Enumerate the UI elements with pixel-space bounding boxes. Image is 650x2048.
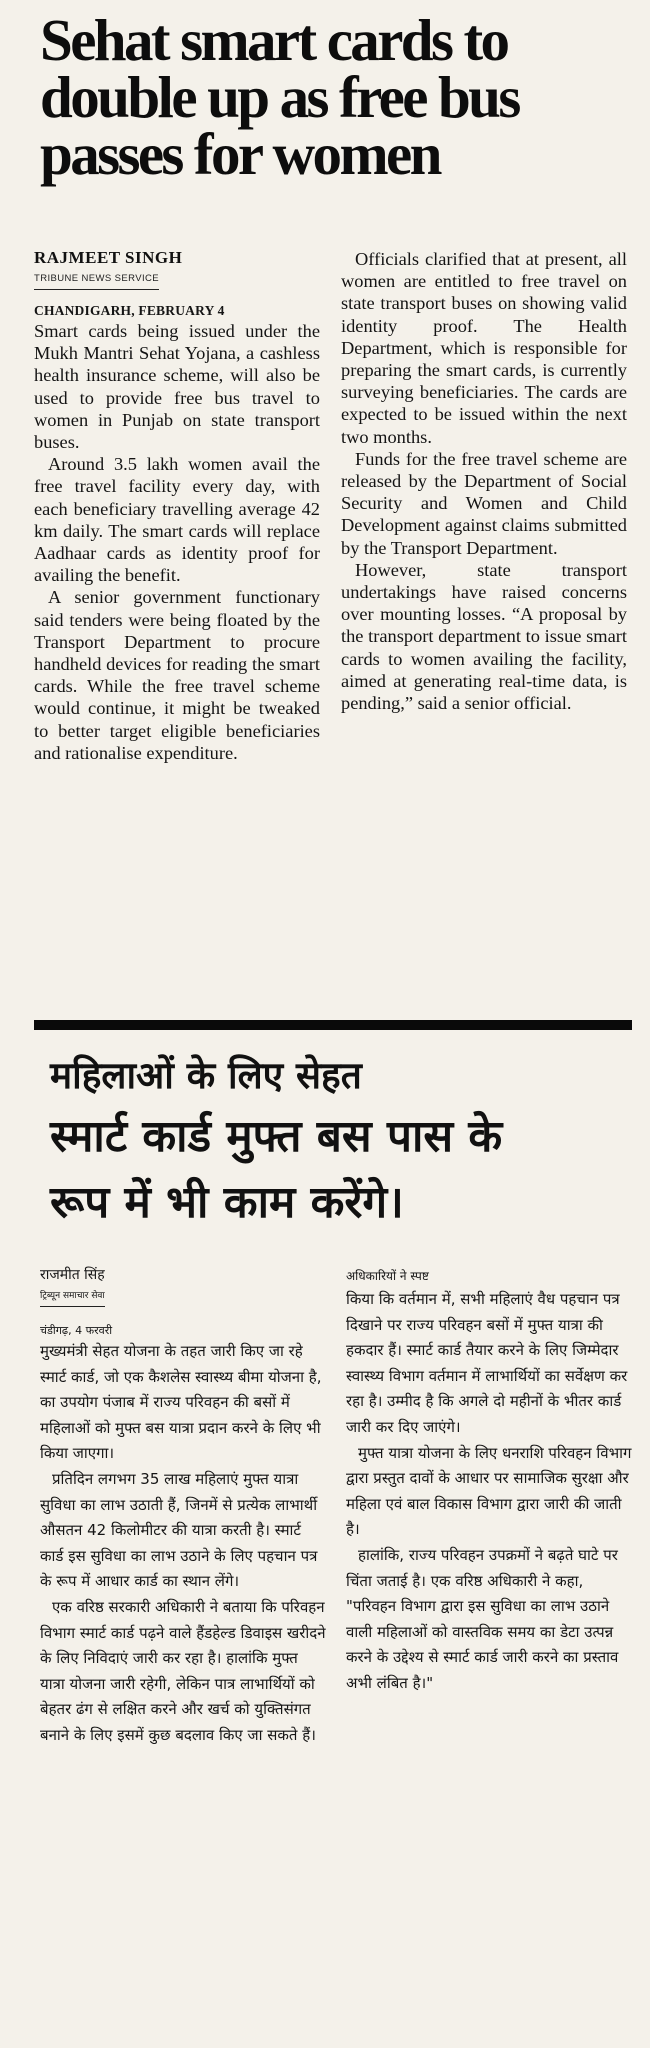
hindi-paragraph: प्रतिदिन लगभग 35 लाख महिलाएं मुफ्त यात्रा सुविधा का लाभ उठाती हैं, जिनमें से प्रत्येक लाभार्थी औसतन 42 किलोमीटर की यात्रा करती है। स्मार्ट कार्ड इस सुविधा का लाभ उठाने के लिए पहचान पत्र के रूप में आधार कार्ड का स्थान लेंगे।	[40, 1469, 318, 1591]
english-headline-line: Sehat smart cards to	[40, 7, 508, 73]
hindi-headline-line: रूप में भी काम करेंगे।	[50, 1177, 404, 1228]
english-paragraph: However, state transport undertakings have raised concerns over mounting losses. “A proposal by the transport department to issue smart cards to women availing the facility, aimed at generating real-time data, is pending,” said a senior official.	[341, 559, 627, 714]
english-article	[32, 7, 632, 763]
english-paragraph: Officials clarified that at present, all women are entitled to free travel on state transport buses on showing valid identity proof. The Health Department, which is responsible for preparing the smart cards, is currently surveying beneficiaries. The cards are expected to be issued within the next two months.	[341, 249, 627, 447]
english-headline-line: double up as free bus	[40, 64, 519, 130]
hindi-paragraph: किया कि वर्तमान में, सभी महिलाएं वैध पहचान पत्र दिखाने पर राज्य परिवहन बसों में मुफ्त यात्रा की हकदार हैं। स्मार्ट कार्ड तैयार करने के लिए जिम्मेदार स्वास्थ्य विभाग वर्तमान में लाभार्थियों का सर्वेक्षण कर रहा है। उम्मीद है कि अगले दो महीनों के भीतर कार्ड जारी कर दिए जाएंगे।	[346, 1290, 628, 1436]
english-headline	[32, 7, 632, 187]
english-right-column	[341, 248, 627, 714]
hindi-headline-line: महिलाओं के लिए सेहत	[50, 1054, 362, 1097]
hindi-dateline: चंडीगढ़, 4 फरवरी	[40, 1324, 113, 1337]
section-divider	[34, 1020, 632, 1030]
english-news-service: TRIBUNE NEWS SERVICE	[34, 273, 159, 290]
hindi-paragraph: मुफ्त यात्रा योजना के लिए धनराशि परिवहन विभाग द्वारा प्रस्तुत दावों के आधार पर सामाजिक सुरक्षा और महिला एवं बाल विकास विभाग द्वारा जारी की जाती है।	[346, 1443, 632, 1539]
hindi-paragraph: एक वरिष्ठ सरकारी अधिकारी ने बताया कि परिवहन विभाग स्मार्ट कार्ड पढ़ने वाले हैंडहेल्ड डिवाइस खरीदने के लिए निविदाएं जारी कर रहा है। हालांकि मुफ्त यात्रा योजना जारी रहेगी, लेकिन पात्र लाभार्थियों को बेहतर ढंग से लक्षित करने और खर्च को युक्तिसंगत बनाने के लिए इसमें कुछ बदलाव किए जा सकते हैं।	[40, 1597, 326, 1744]
hindi-byline: राजमीत सिंह	[40, 1267, 105, 1283]
hindi-lead-line: अधिकारियों ने स्पष्ट	[346, 1269, 429, 1283]
english-paragraph: Funds for the free travel scheme are released by the Department of Social Security and Women and Child Development against claims submitted by the Transport Department.	[341, 448, 627, 558]
hindi-right-column	[346, 1265, 632, 1697]
english-dateline: CHANDIGARH, FEBRUARY 4	[34, 303, 225, 318]
english-paragraph: Around 3.5 lakh women avail the free travel facility every day, with each beneficiary travelling average 42 km daily. The smart cards will replace Aadhaar cards as identity proof for availing the benefit.	[34, 454, 320, 586]
english-paragraph: Smart cards being issued under the Mukh Mantri Sehat Yojana, a cashless health insurance scheme, will also be used to provide free bus travel to women in Punjab on state transport buses.	[34, 321, 320, 453]
hindi-paragraph: मुख्यमंत्री सेहत योजना के तहत जारी किए जा रहे स्मार्ट कार्ड, जो एक कैशलेस स्वास्थ्य बीमा योजना है, का उपयोग पंजाब में राज्य परिवहन की बसों में महिलाओं को मुफ्त बस यात्रा प्रदान करने के लिए भी किया जाएगा।	[40, 1342, 322, 1463]
hindi-paragraph: हालांकि, राज्य परिवहन उपक्रमों ने बढ़ते घाटे पर चिंता जताई है। एक वरिष्ठ अधिकारी ने कहा, "परिवहन विभाग द्वारा इस सुविधा का लाभ उठाने वाली महिलाओं को वास्तविक समय का डेटा उत्पन्न करने के उद्देश्य से स्मार्ट कार्ड जारी करने का प्रस्ताव अभी लंबित है।"	[346, 1545, 619, 1692]
hindi-headline	[32, 1048, 632, 1236]
hindi-left-column	[40, 1265, 326, 1749]
english-byline: RAJMEET SINGH	[34, 248, 183, 267]
english-paragraph: A senior government functionary said tenders were being floated by the Transport Department to procure handheld devices for reading the smart cards. While the free travel scheme would continue, it might be tweaked to better target eligible beneficiaries and rationalise expenditure.	[34, 587, 320, 763]
hindi-headline-line: स्मार्ट कार्ड मुफ्त बस पास के	[50, 1111, 503, 1162]
english-left-column	[34, 248, 320, 764]
english-headline-line: passes for women	[40, 121, 440, 187]
hindi-article	[32, 1040, 632, 1744]
hindi-news-service: ट्रिब्यून समाचार सेवा	[40, 1290, 105, 1307]
